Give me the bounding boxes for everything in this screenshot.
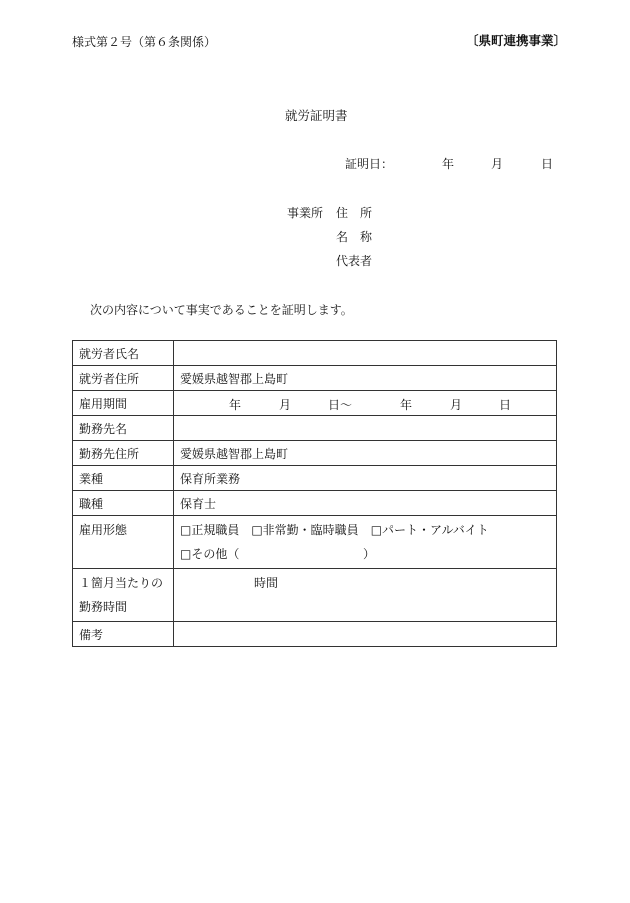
period-label: 雇用期間 bbox=[73, 391, 174, 416]
representative-label: 代表者 bbox=[336, 254, 373, 268]
remarks-value bbox=[174, 622, 557, 647]
industry-value: 保育所業務 bbox=[174, 466, 557, 491]
table-row bbox=[73, 622, 557, 647]
period-year2: 年 bbox=[400, 398, 413, 412]
employment-type-label-cell bbox=[73, 516, 174, 569]
option-regular-staff[interactable]: □正規職員 bbox=[180, 523, 240, 537]
address-label: 住 所 bbox=[336, 206, 373, 220]
office-label: 事業所 bbox=[287, 206, 324, 220]
date-label: 証明日： bbox=[345, 157, 394, 171]
remarks-label: 備考 bbox=[73, 622, 174, 647]
option-part-time-temporary-staff[interactable]: □非常勤・臨時職員 bbox=[251, 523, 359, 537]
table-row bbox=[73, 466, 557, 491]
document-title: 就労証明書 bbox=[285, 108, 348, 123]
workplace-address-value: 愛媛県越智郡上島町 bbox=[174, 441, 557, 466]
workplace-address-label: 勤務先住所 bbox=[73, 441, 174, 466]
employment-table bbox=[72, 340, 557, 647]
worker-address-label: 就労者住所 bbox=[73, 366, 174, 391]
table-row bbox=[73, 441, 557, 466]
project-tag: 〔県町連携事業〕 bbox=[466, 33, 567, 48]
industry-label: 業種 bbox=[73, 466, 174, 491]
worker-address-value: 愛媛県越智郡上島町 bbox=[174, 366, 557, 391]
date-day: 日 bbox=[541, 157, 554, 171]
table-row bbox=[73, 491, 557, 516]
monthly-hours-label-line1: １箇月当たりの bbox=[79, 576, 164, 590]
table-row bbox=[73, 341, 557, 366]
monthly-hours-label-cell bbox=[73, 569, 174, 622]
worker-name-label: 就労者氏名 bbox=[73, 341, 174, 366]
table-row bbox=[73, 416, 557, 441]
employment-type-label: 雇用形態 bbox=[79, 523, 128, 537]
employment-type-options bbox=[174, 516, 557, 569]
worker-name-value bbox=[174, 341, 557, 366]
table-row bbox=[73, 391, 557, 416]
monthly-hours-label-line2: 勤務時間 bbox=[79, 600, 128, 614]
period-month1: 月 bbox=[279, 398, 292, 412]
monthly-hours-unit: 時間 bbox=[254, 576, 279, 590]
workplace-name-label: 勤務先名 bbox=[73, 416, 174, 441]
option-other[interactable]: □その他（ bbox=[180, 547, 240, 561]
date-month: 月 bbox=[491, 157, 504, 171]
certification-statement: 次の内容について事実であることを証明します。 bbox=[90, 303, 353, 317]
form-number: 様式第２号（第６条関係） bbox=[72, 35, 217, 49]
period-value bbox=[174, 391, 557, 416]
table-row bbox=[73, 366, 557, 391]
table-row bbox=[73, 569, 557, 622]
period-year1: 年 bbox=[229, 398, 242, 412]
workplace-name-value bbox=[174, 416, 557, 441]
monthly-hours-value bbox=[174, 569, 557, 622]
job-type-label: 職種 bbox=[73, 491, 174, 516]
name-label: 名 称 bbox=[336, 230, 373, 244]
date-year: 年 bbox=[442, 157, 455, 171]
table-row bbox=[73, 516, 557, 569]
option-part-time[interactable]: □パート・アルバイト bbox=[370, 523, 489, 537]
period-day-tilde: 日～ bbox=[328, 398, 353, 412]
option-other-close: ） bbox=[363, 547, 376, 561]
period-day2: 日 bbox=[499, 398, 512, 412]
job-type-value: 保育士 bbox=[174, 491, 557, 516]
period-month2: 月 bbox=[450, 398, 463, 412]
